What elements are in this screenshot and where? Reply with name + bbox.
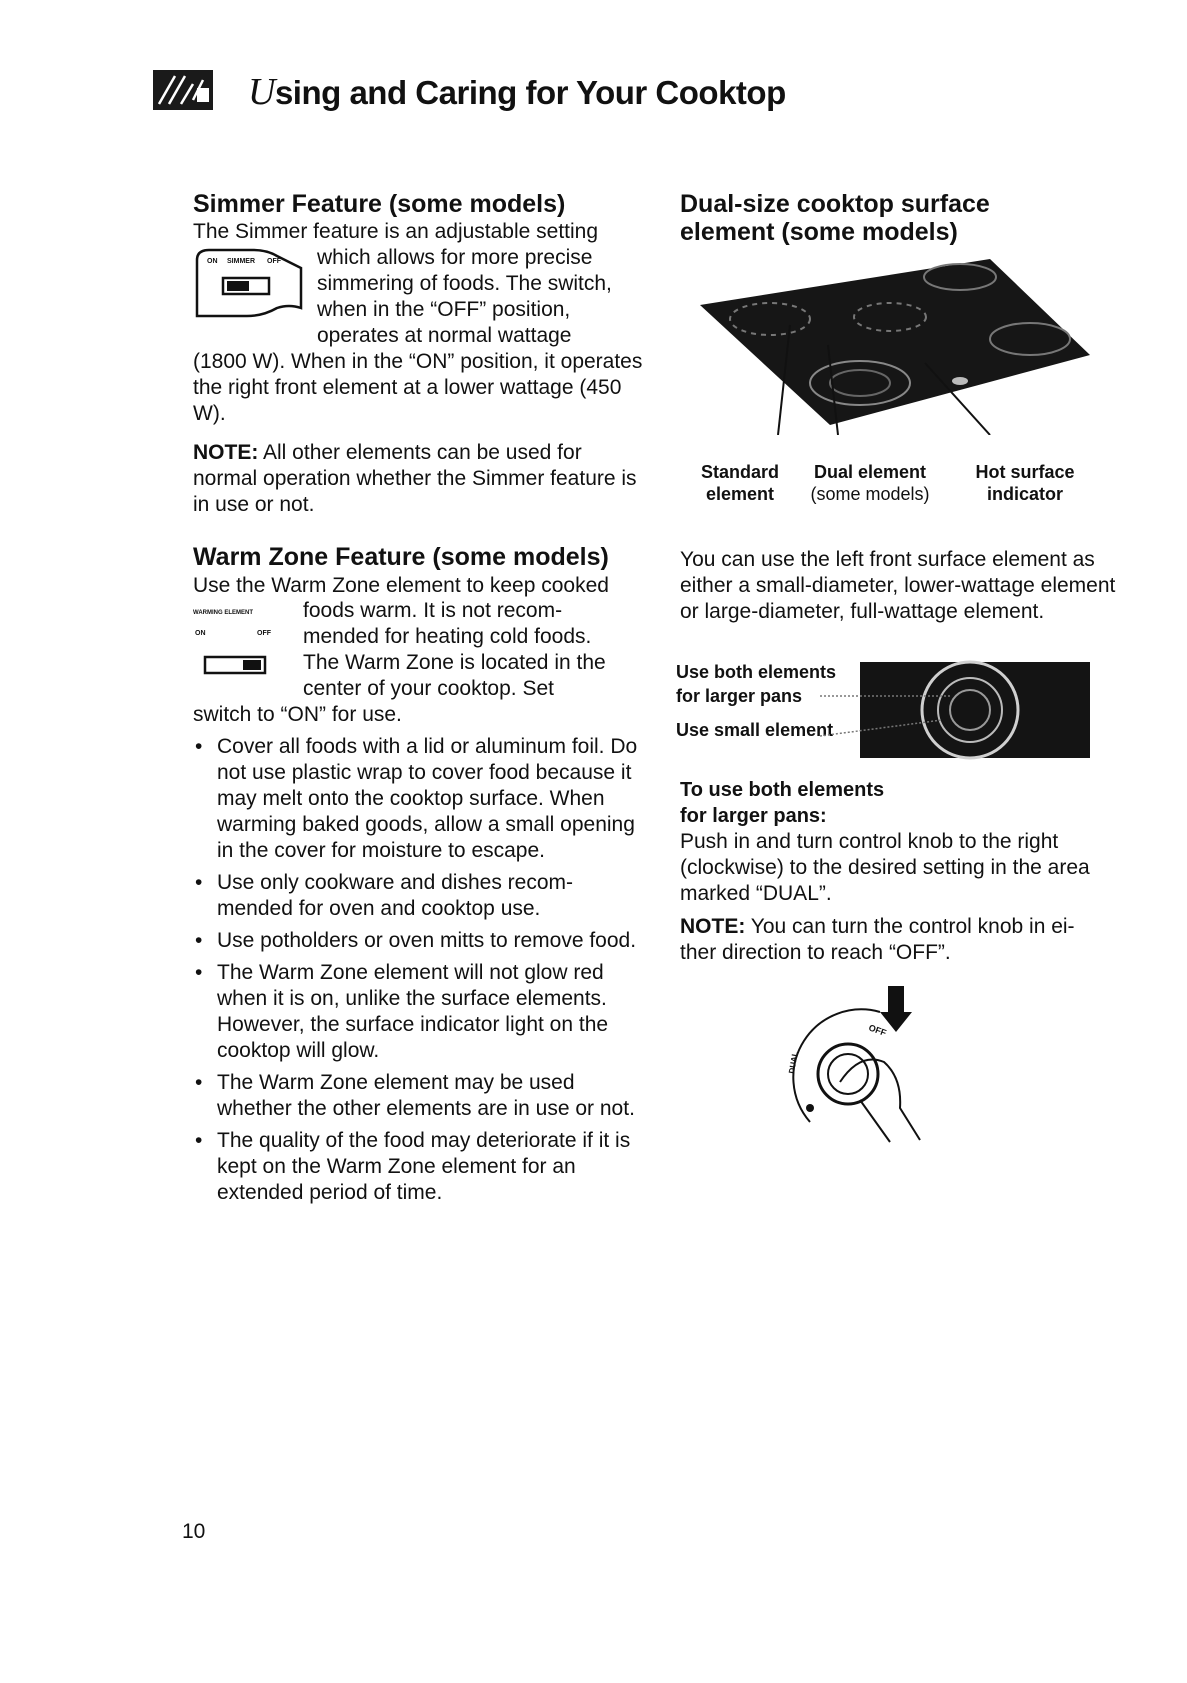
simmer-rest-text: (1800 W). When in the “ON” position, it operates the right front element at a lower wattage (450 W). bbox=[193, 350, 643, 425]
simmer-note bbox=[193, 440, 648, 518]
dual-note-label: NOTE: bbox=[680, 915, 746, 938]
subheading-line1: To use both elements bbox=[680, 779, 885, 801]
title-initial: U bbox=[248, 71, 275, 113]
cooktop-illustration bbox=[690, 255, 1090, 435]
caption-line: (some models) bbox=[810, 484, 930, 504]
warm-wrap-line: mended for heating cold foods. bbox=[303, 625, 592, 648]
standard-element-caption bbox=[690, 461, 790, 505]
both-elements-subheading bbox=[680, 777, 884, 829]
header-logo-icon bbox=[153, 70, 213, 110]
caption-line: Hot surface bbox=[975, 462, 1075, 482]
svg-text:OFF: OFF bbox=[257, 630, 271, 637]
simmer-switch-icon bbox=[193, 246, 305, 320]
warming-switch-icon bbox=[193, 605, 283, 680]
simmer-heading: Simmer Feature (some models) bbox=[193, 190, 566, 218]
caption-line: Dual element bbox=[813, 462, 927, 482]
dual-note bbox=[680, 914, 1110, 966]
simmer-note-text: All other elements can be used for normal operation whether the Simmer feature is in use or not. bbox=[193, 441, 637, 516]
simmer-wrap-line: which allows for more precise bbox=[317, 246, 593, 269]
dual-intro: You can use the left front surface element as either a small-diameter, lower-wattage element or large-diameter, full-wattage element. bbox=[680, 548, 1116, 623]
list-item: • The Warm Zone element may be used whether the other elements are in use or not. bbox=[193, 1070, 645, 1122]
use-both-label-line2: for larger pans bbox=[676, 686, 803, 706]
svg-text:ON: ON bbox=[207, 258, 218, 265]
page-title bbox=[248, 70, 786, 114]
dual-heading-line2: element (some models) bbox=[680, 218, 958, 246]
simmer-wrap-line: when in the “OFF” position, bbox=[317, 298, 571, 321]
warm-line1: Use the Warm Zone element to keep cooked bbox=[193, 574, 609, 597]
list-item: • Use potholders or oven mitts to remove food. bbox=[193, 928, 645, 954]
list-item: • Use only cookware and dishes recom-mended for oven and cooktop use. bbox=[193, 870, 645, 922]
svg-text:SIMMER: SIMMER bbox=[227, 258, 255, 265]
dual-element-photo bbox=[820, 660, 1090, 760]
svg-text:ON: ON bbox=[195, 630, 206, 637]
warm-bullet-list bbox=[193, 734, 645, 1212]
page-number: 10 bbox=[182, 1520, 206, 1543]
warm-wrap-line: The Warm Zone is located in the bbox=[303, 651, 606, 674]
svg-text:OFF: OFF bbox=[267, 258, 281, 265]
svg-text:WARMING ELEMENT: WARMING ELEMENT bbox=[193, 610, 253, 616]
list-item: • Cover all foods with a lid or aluminum foil. Do not use plastic wrap to cover food because it may melt onto the cooktop surface. When warming baked goods, allow a small opening in the cover for moisture to escape. bbox=[193, 734, 645, 864]
dual-heading-line1: Dual-size cooktop surface bbox=[680, 190, 990, 218]
dual-note-text: You can turn the control knob in ei-ther direction to reach “OFF”. bbox=[680, 915, 1075, 964]
caption-line: Standard bbox=[700, 462, 779, 482]
control-knob-illustration bbox=[780, 982, 960, 1157]
hot-surface-caption bbox=[970, 461, 1080, 505]
warm-heading: Warm Zone Feature (some models) bbox=[193, 543, 609, 571]
simmer-wrap-text bbox=[317, 245, 612, 349]
pan-labels bbox=[676, 660, 836, 742]
dual-element-caption bbox=[800, 461, 940, 505]
svg-text:OFF: OFF bbox=[867, 1022, 888, 1039]
dual-instructions: Push in and turn control knob to the right (clockwise) to the desired setting in the area marked “DUAL”. bbox=[680, 830, 1090, 905]
warm-wrap-line: foods warm. It is not recom- bbox=[303, 599, 563, 622]
caption-line: element bbox=[705, 484, 775, 504]
svg-text:DUAL: DUAL bbox=[787, 1050, 800, 1075]
use-small-label: Use small element bbox=[676, 720, 834, 740]
title-rest: sing and Caring for Your Cooktop bbox=[274, 74, 786, 111]
warm-wrap-text bbox=[303, 598, 606, 702]
list-item: • The Warm Zone element will not glow red when it is on, unlike the surface elements. However, the surface indicator light on the cooktop will glow. bbox=[193, 960, 645, 1064]
simmer-note-label: NOTE: bbox=[193, 441, 259, 464]
dual-heading bbox=[680, 190, 990, 246]
simmer-wrap-line: operates at normal wattage bbox=[317, 324, 572, 347]
use-both-label: Use both elements bbox=[676, 662, 837, 682]
warm-line-after: switch to “ON” for use. bbox=[193, 703, 402, 726]
caption-line: indicator bbox=[986, 484, 1063, 504]
list-item: • The quality of the food may deteriorate if it is kept on the Warm Zone element for an extended period of time. bbox=[193, 1128, 645, 1206]
simmer-wrap-line: simmering of foods. The switch, bbox=[317, 272, 612, 295]
warm-wrap-line: center of your cooktop. Set bbox=[303, 677, 554, 700]
simmer-line1: The Simmer feature is an adjustable setting bbox=[193, 220, 599, 243]
subheading-line2: for larger pans: bbox=[680, 805, 827, 827]
